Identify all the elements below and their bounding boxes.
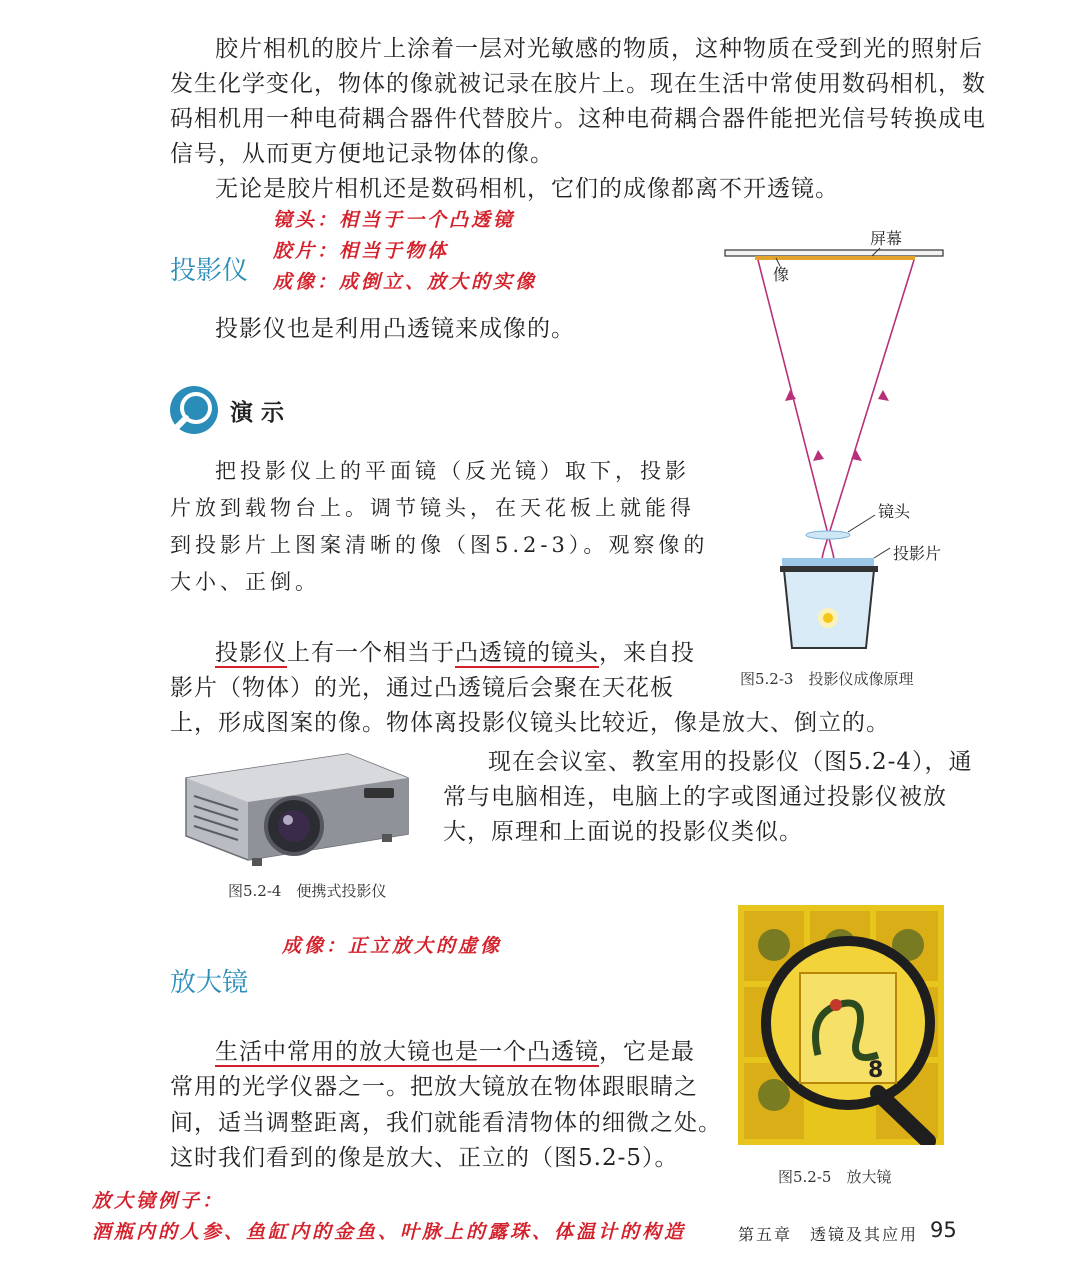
demo-line-1: 把投影仪上的平面镜（反光镜）取下，投影 [215, 459, 690, 483]
intro-line-4: 信号，从而更方便地记录物体的像。 [170, 141, 554, 167]
demo-line-2: 片放到载物台上。调节镜头，在天花板上就能得 [170, 496, 695, 520]
note-examples-title: 放大镜例子： [92, 1190, 225, 1212]
note-magnifier-image: 成像：正立放大的虚像 [282, 935, 503, 957]
magnifier-heading: 放大镜 [170, 968, 249, 998]
note-image: 成像：成倒立、放大的实像 [273, 271, 538, 293]
figure-523-caption: 图5.2-3 投影仪成像原理 [740, 670, 914, 688]
intro-line-5: 无论是胶片相机还是数码相机，它们的成像都离不开透镜。 [215, 176, 839, 202]
demo-line-4: 大小、正倒。 [170, 570, 320, 594]
intro-line-2: 发生化学变化，物体的像就被记录在胶片上。现在生活中常使用数码相机，数 [170, 71, 986, 97]
projected-image-bar [755, 256, 915, 260]
demo-title: 演 示 [230, 400, 285, 426]
magnifier-para-line-3: 间，适当调整距离，我们就能看清物体的细微之处。 [170, 1110, 722, 1136]
portable-para-line-1: 现在会议室、教室用的投影仪（图5.2-4），通 [488, 749, 973, 775]
magnifier-stamp-photo [738, 905, 944, 1145]
intro-line-3: 码相机用一种电荷耦合器件代替胶片。这种电荷耦合器件能把光信号转换成电 [170, 106, 986, 132]
stamp-value: 8 [868, 1058, 884, 1083]
magnifier-para-line-1 [215, 1035, 695, 1070]
demo-line-3: 到投影片上图案清晰的像（图5.2-3）。观察像的 [170, 533, 709, 557]
note-lens: 镜头：相当于一个凸透镜 [273, 209, 516, 231]
projector-para-line-3: 上，形成图案的像。物体离投影仪镜头比较近，像是放大、倒立的。 [170, 710, 890, 736]
projector-heading: 投影仪 [170, 256, 249, 286]
footer-chapter: 第五章 透镜及其应用 [738, 1225, 919, 1244]
magnifier-para-line-4: 这时我们看到的像是放大、正立的（图5.2-5）。 [170, 1145, 679, 1171]
label-image: 像 [773, 265, 790, 284]
screen-plate [725, 250, 943, 256]
label-slide: 投影片 [893, 544, 942, 563]
page-number: 95 [930, 1218, 957, 1242]
slide-plate [782, 558, 874, 566]
figure-525-caption: 图5.2-5 放大镜 [778, 1168, 892, 1186]
text-segment: 上有一个相当于 [287, 640, 455, 666]
label-screen: 屏幕 [870, 229, 903, 248]
magnifier-para-line-2: 常用的光学仪器之一。把放大镜放在物体跟眼睛之 [170, 1074, 698, 1100]
note-examples: 酒瓶内的人参、鱼缸内的金鱼、叶脉上的露珠、体温计的构造 [92, 1221, 687, 1243]
portable-projector-illustration [168, 748, 418, 868]
portable-para-line-3: 大，原理和上面说的投影仪类似。 [443, 819, 803, 845]
figure-524-caption: 图5.2-4 便携式投影仪 [228, 882, 387, 900]
projector-intro: 投影仪也是利用凸透镜来成像的。 [215, 316, 575, 342]
text-segment: ，来自投 [599, 640, 695, 666]
lens-shape [806, 531, 850, 539]
note-film: 胶片：相当于物体 [273, 240, 450, 262]
projector-principle-diagram [720, 220, 960, 660]
projector-para-line-1 [215, 636, 695, 671]
text-segment: ，它是最 [599, 1039, 695, 1065]
magnifier-demo-icon [168, 384, 220, 436]
portable-para-line-2: 常与电脑相连，电脑上的字或图通过投影仪被放 [443, 784, 947, 810]
projector-para-line-2: 影片（物体）的光，通过凸透镜后会聚在天花板 [170, 675, 674, 701]
intro-line-1: 胶片相机的胶片上涂着一层对光敏感的物质，这种物质在受到光的照射后 [215, 36, 983, 62]
underlined-convex-lens: 凸透镜的镜头 [455, 640, 599, 666]
underlined-projector: 投影仪 [215, 640, 287, 666]
underlined-magnifier-lens: 生活中常用的放大镜也是一个凸透镜 [215, 1039, 599, 1065]
label-lens: 镜头 [878, 502, 911, 521]
